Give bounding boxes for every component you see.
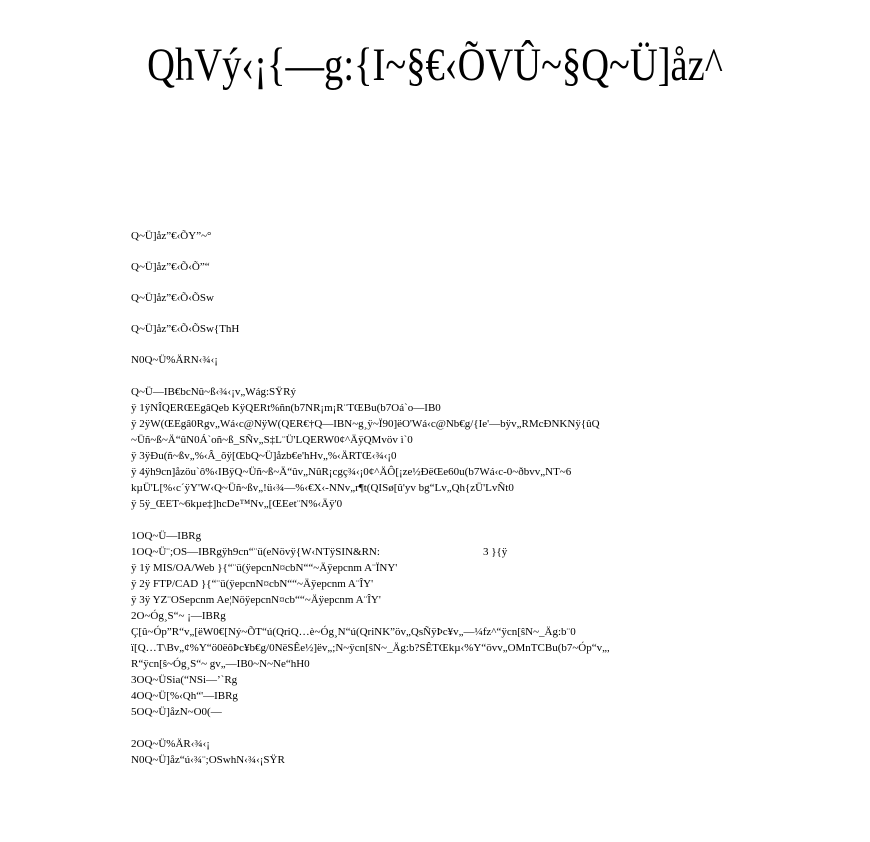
body-line: ÿ 3ÿ YZ¨OSepcnm Ae¦NöÿepcnN¤cb““~Äÿepcnm A¨ÎY' <box>131 594 381 606</box>
paragraph-heading: Q~Ü—IB€bcNû~ß‹¾‹¡v„Wág:SŸRý <box>131 386 296 398</box>
subsection-heading: 2O~Óg¸S“~ ¡—IBRg <box>131 610 226 622</box>
body-line: ÿ 3ÿÐu(ñ~ßv„%‹Â_õÿ[ŒbQ~Ü]åzb€e'hHv„%‹ÄRTŒ‹¾‹¡0 <box>131 450 397 462</box>
section-heading: N0Q~Ü%ÄRN‹¾‹¡ <box>131 354 218 366</box>
toc-line: Q~Ü]åz”€‹Õ‹ÕSw <box>131 292 214 304</box>
body-line-tail: 3 }{ÿ <box>483 546 508 558</box>
body-line: ÿ 1ÿNÎQERŒEgâQeb KÿQERt%ñn(b7NR¡m¡R¨TŒBu(b7Oá`o—IB0 <box>131 402 441 414</box>
toc-line: Q~Ü]åz”€‹Õ‹Õ”“ <box>131 261 210 273</box>
subsection-heading: 3OQ~ÜSia(“NSi—’`Rg <box>131 674 238 686</box>
body-line: ÿ 1ÿ MIS/OA/Web }{“¨ü(ÿepcnN¤cbN““~Äÿepcnm A¨ÏNY' <box>131 562 398 574</box>
toc-line: Q~Ü]åz”€‹Õ‹ÕSw{ThH <box>131 323 240 335</box>
body-line: ÿ 2ÿW(ŒEgâ0Rgv„Wá‹c@NÿW(QER€†Q—IBN~g¸ÿ~Ï90]ëO'Wá‹c@Nb€g/{Ie'—bÿv„RMcÐNKNÿ{ûQ <box>131 418 600 430</box>
body-line: ÿ 4ÿh9cn]åzöu`ô%‹IBÿQ~Üñ~ß~Ä“ûv„NûR¡cgç¾‹¡0¢^ÄÔ[¡ze½ÐëŒe60u(b7Wá‹c-0~ðbvv„NT~6 <box>131 466 572 478</box>
body-line: ÿ 2ÿ FTP/CAD }{“¨ü(ÿepcnN¤cbN““~Äÿepcnm A¨ÎY' <box>131 578 374 590</box>
body-line: ÿ 5ÿ_ŒET~6kµe‡]hcDe™Nv„[ŒEet¨N%‹Äÿ'0 <box>131 498 343 510</box>
section-heading: 2OQ~Ü%ÄR‹¾‹¡ <box>131 738 210 750</box>
body-line <box>131 545 508 559</box>
body-line-text: 1OQ~Ü¨;OS—IBRgÿh9cn“¨ü(eNövÿ{W‹NTÿSIN&RN: <box>131 546 380 558</box>
document-title: QhVý‹¡{—g:{I~§€‹ÕVÛ~§Q~Ü]åz^ <box>147 39 723 91</box>
body-line: ï[Q…T\Bv„¢%Y“ö0ëôÞc¥b€g/0NëSÊe½]ëv„;N~ÿcn[ŝN~_Äg:b?SÊTŒkµ‹%Y“övv„OMnTCBu(b7~Óp“v„, <box>131 642 610 654</box>
subsection-heading: 1OQ~Ü—IBRg <box>131 530 202 542</box>
body-line: kµÜ'L[%‹c´ÿY'W‹Q~Üñ~ßv„!ü‹¾—%‹€X‹-NNv„r¶t(QISø[û'yv bg“Lv„Qh{zÜ'LvÑt0 <box>131 482 514 494</box>
toc-line: Q~Ü]åz”€‹ÕY”~° <box>131 230 212 242</box>
body-line: N0Q~Ü]åz“ú‹¾¨;OSwhN‹¾‹¡SŸR <box>131 754 285 766</box>
subsection-heading: 4OQ~Ü[%‹Qh“'—IBRg <box>131 690 238 702</box>
subsection-heading: 5OQ~Ü]åzN~O0(— <box>131 706 222 718</box>
body-line: Ç[û~Óp”R“v„[ëW0€[Ný~ÕT“ú(QriQ…è~Óg¸N“ú(QriNK”öv„QsÑÿÞc¥v„—¼fz^“ÿcn[ŝN~_Äg:b¨0 <box>131 626 576 638</box>
body-line: R“ÿcn[ŝ~Óg¸S“~ gv„—IB0~N~Ne“hH0 <box>131 658 310 670</box>
body-line: ~Üñ~ß~Ä“ûN0Á`oñ~ß_SÑv„S‡L¨Ü'LQERW0¢^ÄÿQMvöv ì`0 <box>131 434 413 446</box>
